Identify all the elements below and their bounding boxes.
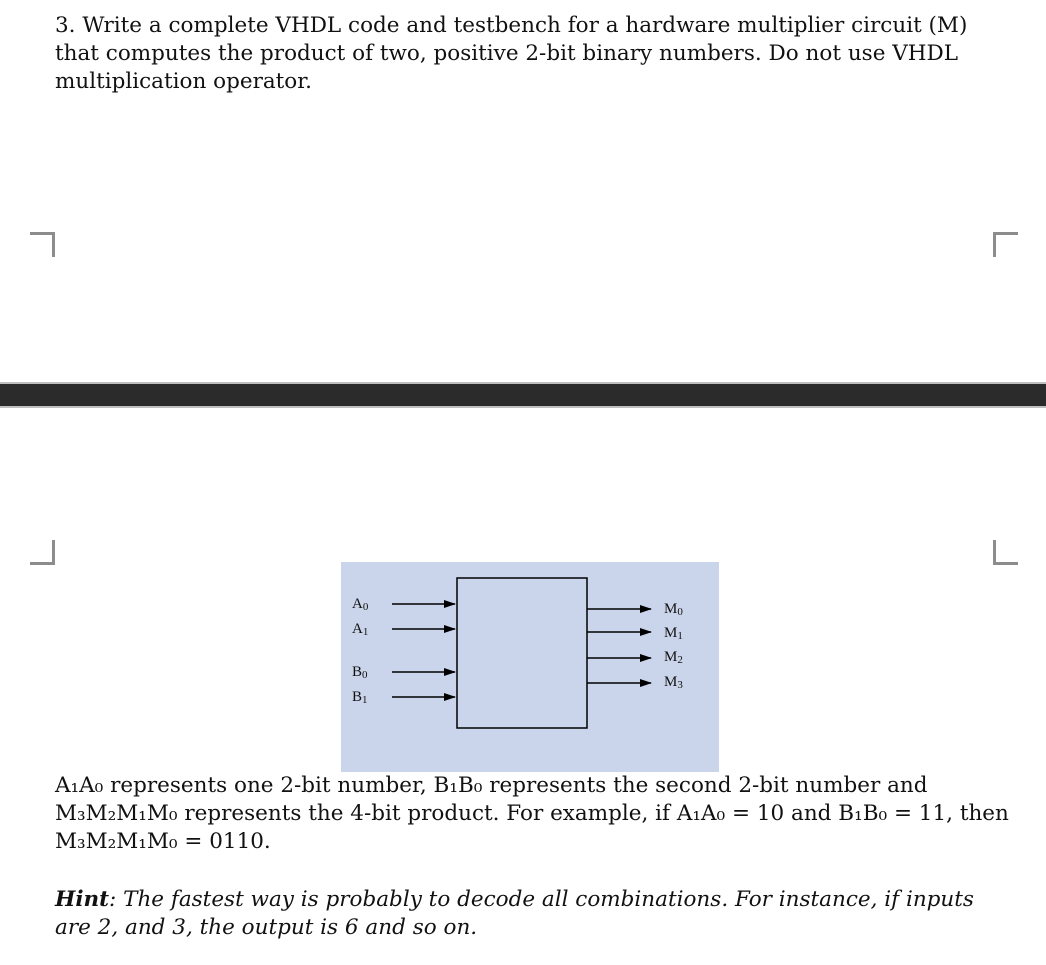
diagram-background bbox=[341, 562, 719, 772]
crop-mark-top-right bbox=[993, 232, 1018, 257]
input-label-b0: B0 bbox=[352, 664, 368, 681]
description-text: A₁A₀ represents one 2-bit number, B₁B₀ represents the second 2-bit number and M₃M₂M₁M₀ represents the 4-bit product. For example, if A₁A₀ = 10 and B₁B₀ = 11, then M₃M₂M₁M₀ = 0110. bbox=[55, 773, 1009, 854]
hint-text bbox=[55, 886, 1015, 942]
page-break-bar bbox=[0, 382, 1046, 408]
crop-mark-bottom-left bbox=[30, 540, 55, 565]
multiplier-block-diagram bbox=[341, 562, 719, 772]
input-label-b1: B1 bbox=[352, 689, 368, 706]
input-label-a0: A0 bbox=[352, 596, 369, 613]
question-text: 3. Write a complete VHDL code and testbench for a hardware multiplier circuit (M) that computes the product of two, positive 2-bit binary numbers. Do not use VHDL multiplication operator. bbox=[55, 13, 968, 94]
hint-label: Hint bbox=[55, 887, 110, 912]
input-label-a1: A1 bbox=[352, 621, 369, 638]
hint-body: : The fastest way is probably to decode all combinations. For instance, if inputs are 2, and 3, the output is 6 and so on. bbox=[55, 887, 974, 940]
output-label-m2: M2 bbox=[664, 649, 683, 666]
output-label-m1: M1 bbox=[664, 625, 683, 642]
output-label-m3: M3 bbox=[664, 674, 683, 691]
crop-mark-top-left bbox=[30, 232, 55, 257]
crop-mark-bottom-right bbox=[993, 540, 1018, 565]
output-label-m0: M0 bbox=[664, 601, 683, 618]
